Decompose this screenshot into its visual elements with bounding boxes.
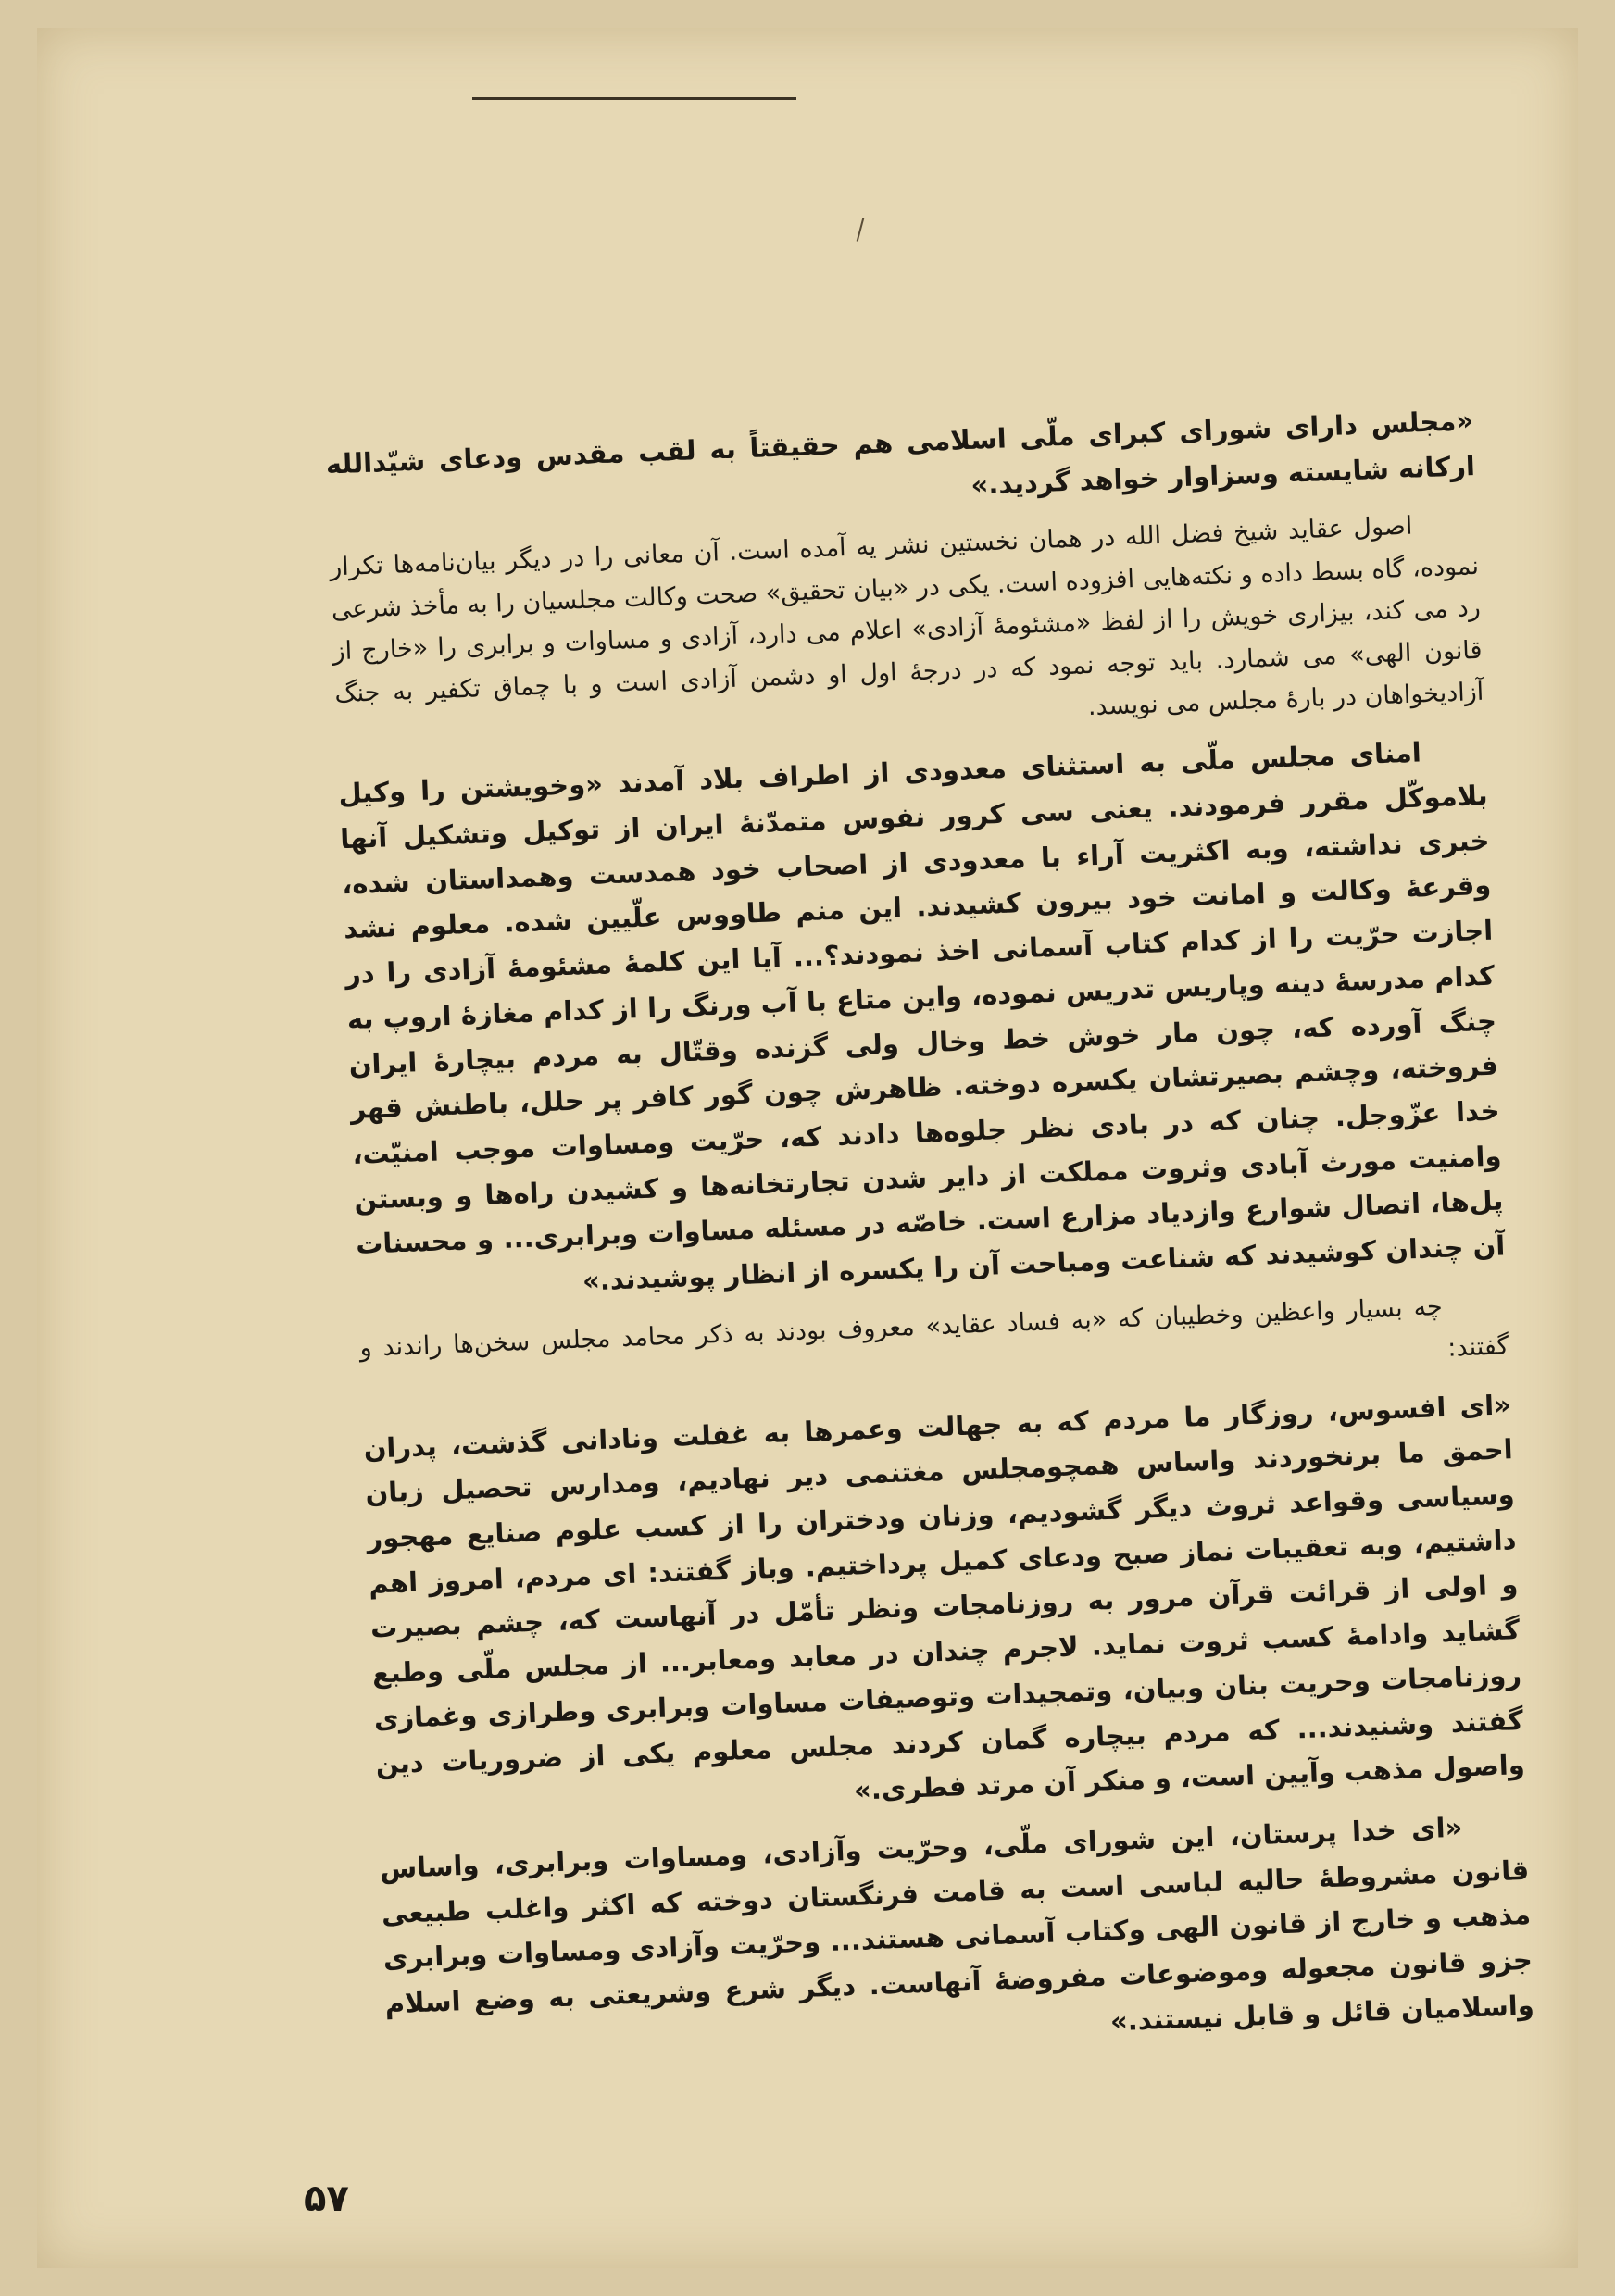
document-page (37, 28, 1578, 2268)
quote-paragraph: «ای افسوس، روزگار ما مردم که به جهالت وعمرها به غفلت ونادانی گذشت، پدران احمق ما برنخوردند واساس همچومجلس مغتنمی دیر نهادیم، ومدارس تحصیل زبان وسیاسی وقواعد ثروث دیگر گشودیم، وزنان ودختران را از کسب علوم صنایع مهجور داشتیم، وبه تعقیبات نماز صبح ودعای کمیل پرداختیم. وباز گفتند: ای مردم، امروز اهم و اولی از قرائت قرآن مرور به روزنامجات ونظر تأمّل در آنهاست که، چشم بصیرت گشاید وادامهٔ کسب ثروت نماید. لاجرم چندان در معابد ومعابر... از مجلس ملّی وطبع روزنامجات وحریت بنان وبیان، وتمجیدات وتوصیفات مساوات وبرابری وطرازی وغمازی گفتند وشنیدند... که مردم بیچاره گمان کردند مجلس معلوم یکی از ضروریات دین واصول مذهب وآیین است، و منکر آن مرتد فطری.» (363, 1388, 1526, 1807)
text-paragraph: چه بسیار واعظین وخطیبان که «به فساد عقاید» معروف بودند به ذکر محامد مجلس سخن‌ها راندند و گفتند: (358, 1292, 1509, 1363)
body-text (325, 398, 1535, 2087)
pen-mark (857, 218, 865, 242)
quote-paragraph: «ای خدا پرستان، این شورای ملّی، وحرّیت وآزادی، ومساوات وبرابری، واساس قانون مشروطهٔ حالیه لباسی است به قامت فرنگستان دوخته که اکثر واغلب طبیعی مذهب و خارج از قانون الهی وکتاب آسمانی هستند... وحرّیت وآزادی ومساوات وبرابری جزو قانون مجعوله وموضوعات مفروضهٔ آنهاست. دیگر شرع وشریعتی به وضع اسلام واسلامیان قائل و قابل نیستند.» (379, 1811, 1535, 2038)
quote-paragraph: امنای مجلس ملّی به استثنای معدودی از اطراف بلاد آمدند «وخویشتن را وکیل بلاموکّل مقرر فرمودند. یعنی سی کرور نفوس متمدّنهٔ ایران از توکیل وتشکیل آنها خبری نداشته، وبه اکثریت آراء با معدودی از اصحاب خود همدست وهمداستان شده، وقرعهٔ وکالت و امانت خود بیرون کشیدند. این منم طاووس علّیین شده. معلوم نشد اجازت حرّیت را از کدام کتاب آسمانی اخذ نمودند؟... آیا این کلمهٔ مشئومهٔ آزادی را در کدام مدرسهٔ دینه وپاریس تدریس نموده، واین متاع با آب ورنگ را از کدام مغازهٔ اروپ به چنگ آورده که، چون مار خوش خط وخال ولی گزنده وقتّال به مردم بیچارهٔ ایران فروخته، وچشم بصیرتشان یکسره دوخته. ظاهرش چون گور کافر پر حلل، باطنش قهر خدا عزّوجل. چنان که در بادی نظر جلوه‌ها دادند که، حرّیت ومساوات موجب امنیّت، وامنیت مورث آبادی وثروت مملکت از دایر شدن تجارتخانه‌ها و کشیدن راه‌ها و وبستن پل‌ها، اتصال شوارع وازدیاد مزارع است. خاصّه در مسئله مساوات وبرابری... و محسنات آن چندان کوشیدند که شناعت ومباحت آن را یکسره از انظار پوشیدند.» (337, 736, 1506, 1297)
text-paragraph: اصول عقاید شیخ فضل الله در همان نخستین نشر یه آمده است. آن معانی را در دیگر بیان‌نامه‌ها تکرار نموده، گاه بسط داده و نکته‌هایی افزوده است. یکی در «بیان تحقیق» صحت وکالت مجلسیان را به مأخذ شرعی رد می کند، بیزاری خویش را از لفظ «مشئومهٔ آزادی» اعلام می دارد، آزادی و مساوات و برابری را «خارج از قانون الهی» می شمارد. باید توجه نمود که در درجهٔ اول او دشمن آزادی است و با چماق تکفیر به جنگ آزادیخواهان در بارهٔ مجلس می نویسد. (329, 512, 1484, 722)
quote-paragraph: «مجلس دارای شورای کبرای ملّی اسلامی هم حقیقتاً به لقب مقدس ودعای شیّدالله ارکانه شایسته وسزاوار خواهد گردید.» (325, 404, 1476, 501)
page-number: ۵۷ (304, 2177, 349, 2220)
header-rule (472, 97, 796, 100)
